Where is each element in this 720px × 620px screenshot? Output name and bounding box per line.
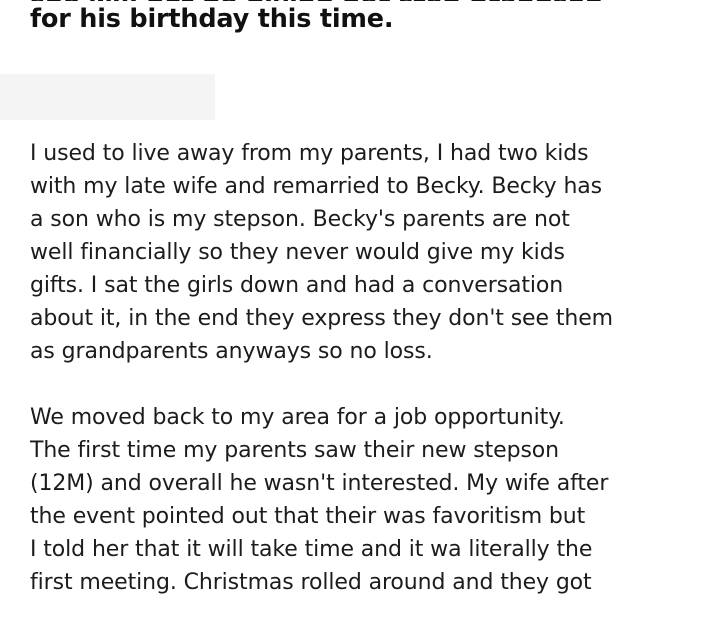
paragraph-1-line-4: well financially so they never would give my kids xyxy=(30,240,565,265)
page-title xyxy=(30,0,690,37)
paragraph-2-line-3: (12M) and overall he wasn't interested. My wife after xyxy=(30,471,609,496)
paragraph-2-line-2: The first time my parents saw their new stepson xyxy=(30,438,560,463)
paragraph-1-line-2: with my late wife and remarried to Becky. Becky has xyxy=(30,174,603,199)
blank-placeholder-block xyxy=(0,74,215,120)
post-body xyxy=(30,37,690,599)
paragraph-2-line-4: the event pointed out that their was favoritism but xyxy=(30,504,586,529)
paragraph-1 xyxy=(30,137,690,368)
paragraph-1-line-1: I used to live away from my parents, I had two kids xyxy=(30,141,589,166)
paragraph-2-line-6: first meeting. Christmas rolled around and they got xyxy=(30,570,592,595)
headline-clipped-line xyxy=(30,0,690,1)
paragraph-2 xyxy=(30,401,690,599)
paragraph-1-line-5: gifts. I sat the girls down and had a conversation xyxy=(30,273,564,298)
paragraph-1-line-3: a son who is my stepson. Becky's parents are not xyxy=(30,207,570,232)
headline-visible-line: for his birthday this time. xyxy=(30,4,394,34)
paragraph-1-line-7: as grandparents anyways so no loss. xyxy=(30,339,433,364)
paragraph-2-line-5: I told her that it will take time and it wa literally the xyxy=(30,537,593,562)
paragraph-2-line-1: We moved back to my area for a job opportunity. xyxy=(30,405,565,430)
paragraph-1-line-6: about it, in the end they express they don't see them xyxy=(30,306,613,331)
